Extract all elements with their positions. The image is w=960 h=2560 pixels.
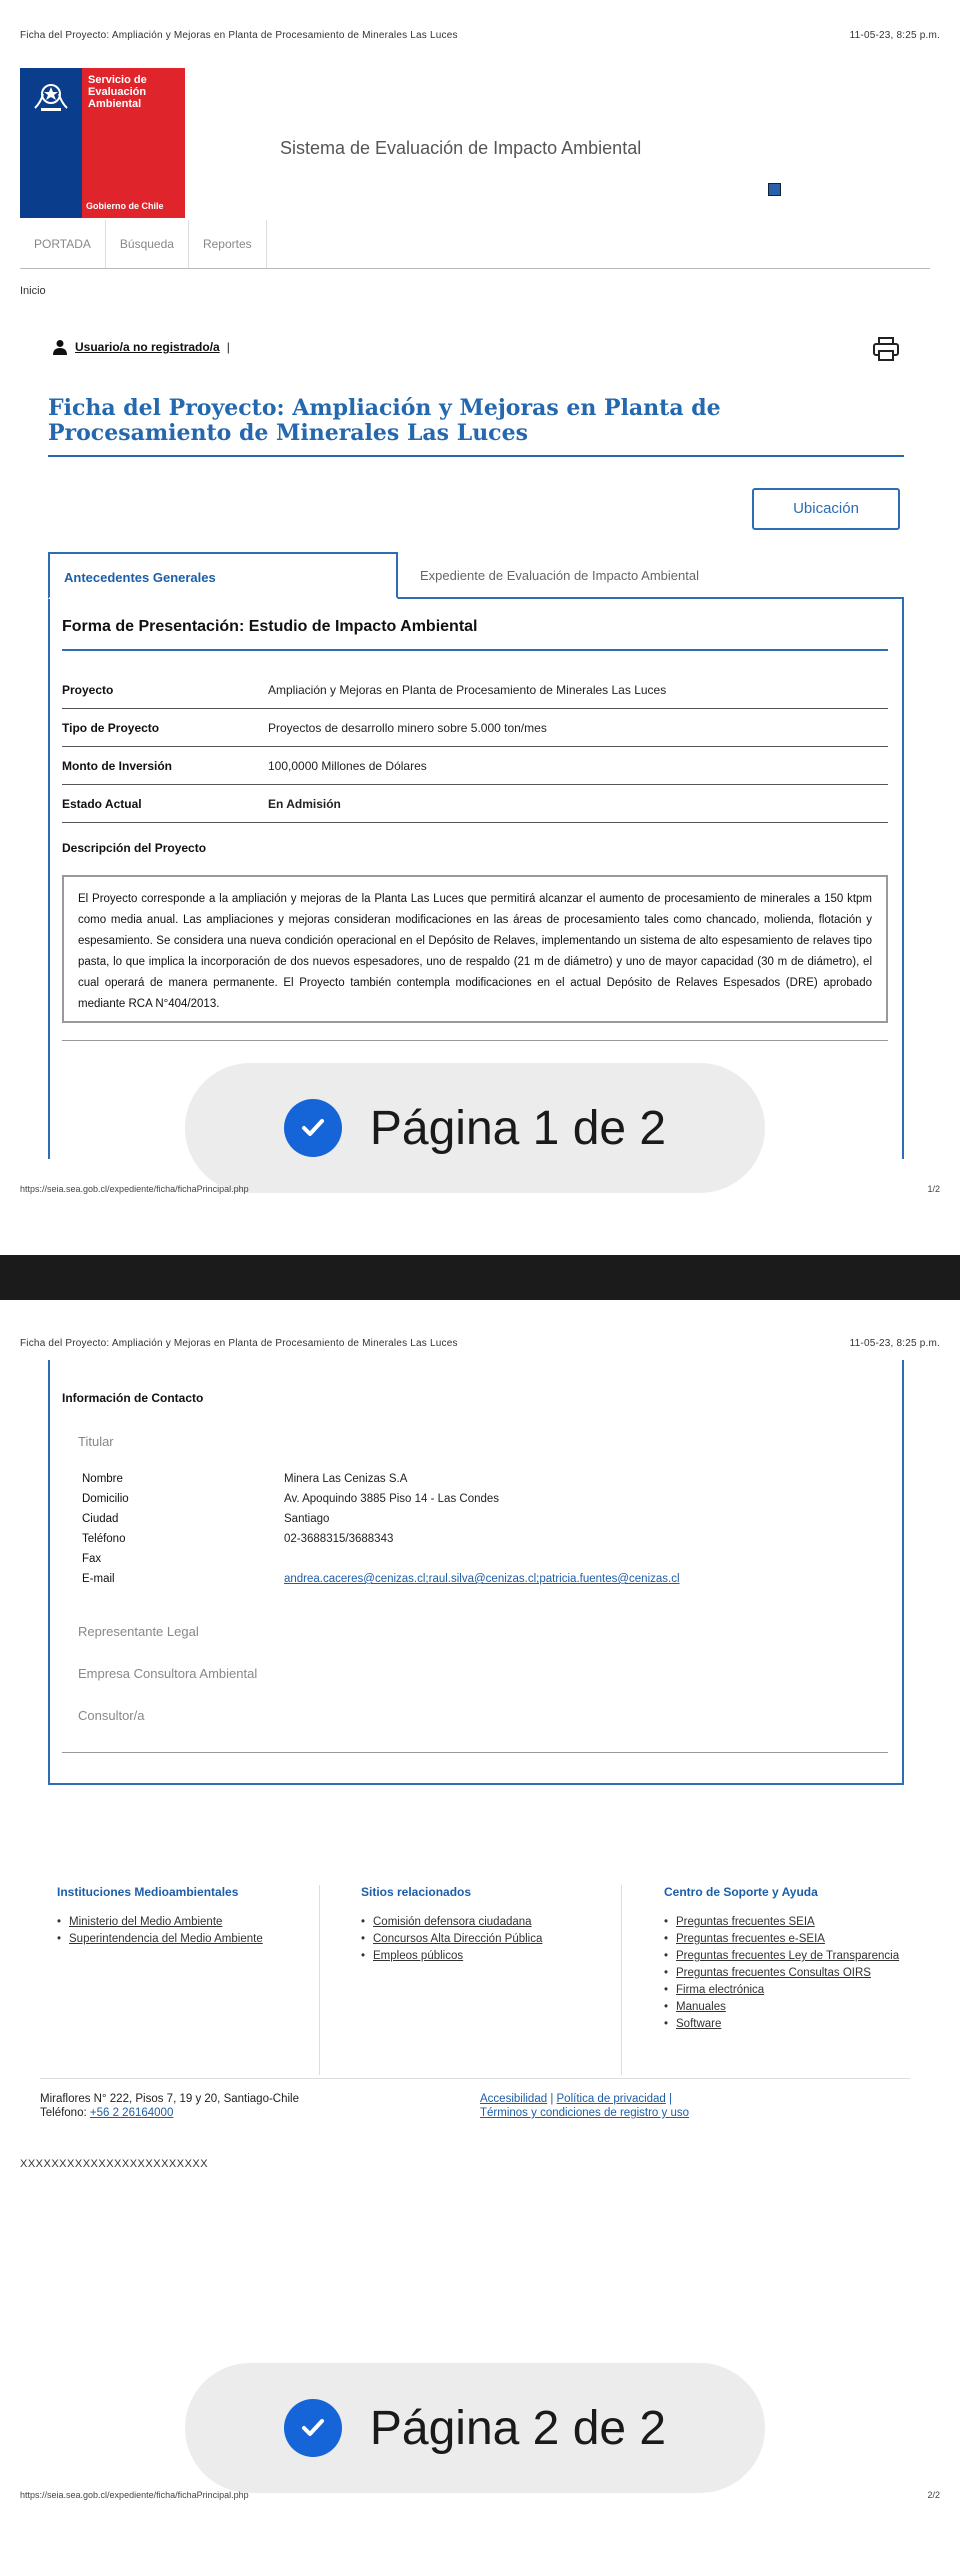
contact-key: Domicilio: [82, 1493, 129, 1505]
print-header: [20, 1338, 940, 1352]
footer-col-instituciones: [57, 1885, 327, 2075]
footer-divider: [621, 1885, 622, 2075]
page-indicator-2: [185, 2363, 765, 2493]
site-footer: [40, 1885, 910, 2075]
description-box[interactable]: [62, 875, 888, 1023]
footer-link[interactable]: • Comisión defensora ciudadana: [361, 1915, 631, 1929]
info-value: 100,0000 Millones de Dólares: [268, 759, 427, 773]
print-page-1: [0, 0, 960, 1255]
accesibilidad-link[interactable]: Accesibilidad: [480, 2093, 548, 2105]
nav-reportes[interactable]: Reportes: [189, 220, 267, 268]
print-header: [20, 30, 940, 44]
info-key: Proyecto: [62, 683, 114, 697]
contact-row-telefono: [82, 1533, 802, 1551]
main-nav: [20, 220, 267, 268]
titular-label: Titular: [78, 1434, 114, 1449]
consultora-label: Empresa Consultora Ambiental: [78, 1666, 258, 1681]
print-header-datetime: 11-05-23, 8:25 p.m.: [849, 30, 940, 41]
info-row-tipo: [62, 709, 888, 747]
print-icon[interactable]: [872, 337, 900, 361]
consultor-label: Consultor/a: [78, 1708, 145, 1723]
footer-col-title: Centro de Soporte y Ayuda: [664, 1885, 818, 1899]
nav-busqueda[interactable]: Búsqueda: [106, 220, 189, 268]
info-value: En Admisión: [268, 797, 341, 811]
print-page-2: [0, 1300, 960, 2560]
terminos-link[interactable]: Términos y condiciones de registro y uso: [480, 2107, 690, 2119]
contact-title: Información de Contacto: [62, 1391, 204, 1405]
project-title: Ficha del Proyecto: Ampliación y Mejoras en Planta de Procesamiento de Minerales Las Luces: [48, 395, 721, 446]
print-header-title: Ficha del Proyecto: Ampliación y Mejoras en Planta de Procesamiento de Minerales Las Luces: [20, 30, 458, 41]
logo-service-name: Servicio de Evaluación Ambiental: [88, 74, 147, 110]
address-text: Miraflores N° 222, Pisos 7, 19 y 20, Santiago-Chile: [40, 2093, 300, 2105]
page-indicator-1: [185, 1063, 765, 1193]
user-status[interactable]: [52, 339, 230, 355]
footer-link[interactable]: • Software: [664, 2017, 904, 2031]
contact-row-email: [82, 1573, 802, 1591]
user-separator: |: [226, 340, 230, 354]
footer-link[interactable]: • Firma electrónica: [664, 1983, 904, 1997]
contact-key: Ciudad: [82, 1513, 119, 1525]
contact-value: 02-3688315/3688343: [284, 1533, 394, 1545]
info-row-proyecto: [62, 671, 888, 709]
page-separator: [0, 1255, 960, 1300]
footer-col-soporte: [664, 1885, 904, 2075]
print-footer-url: https://seia.sea.gob.cl/expediente/ficha/fichaPrincipal.php: [20, 2490, 249, 2500]
footer-col-sitios: [361, 1885, 631, 2075]
logo-red-block: [82, 68, 185, 218]
phone-line: [40, 2106, 299, 2120]
footer-link[interactable]: • Preguntas frecuentes SEIA: [664, 1915, 904, 1929]
footer-link[interactable]: • Preguntas frecuentes Consultas OIRS: [664, 1966, 904, 1980]
contact-key: E-mail: [82, 1573, 115, 1585]
contact-value: Santiago: [284, 1513, 330, 1525]
title-underline: [48, 455, 904, 457]
contact-row-ciudad: [82, 1513, 802, 1531]
footer-legal: [480, 2092, 689, 2120]
contact-key: Teléfono: [82, 1533, 126, 1545]
footer-link[interactable]: • Manuales: [664, 2000, 904, 2014]
logo-government: Gobierno de Chile: [86, 201, 164, 211]
placeholder-code: XXXXXXXXXXXXXXXXXXXXXXXX: [20, 2158, 209, 2170]
contact-row-fax: [82, 1553, 802, 1571]
forma-underline: [62, 649, 888, 651]
user-label[interactable]: Usuario/a no registrado/a: [75, 340, 220, 354]
footer-divider-line: [40, 2078, 910, 2079]
phone-label: Teléfono:: [40, 2107, 87, 2119]
page-indicator-text: Página 2 de 2: [369, 2401, 667, 2455]
info-key: Tipo de Proyecto: [62, 721, 160, 735]
contact-row-domicilio: [82, 1493, 802, 1511]
info-key: Estado Actual: [62, 797, 142, 811]
nav-portada[interactable]: PORTADA: [20, 220, 106, 268]
print-footer-url: https://seia.sea.gob.cl/expediente/ficha/fichaPrincipal.php: [20, 1184, 249, 1194]
legal-separator: |: [669, 2093, 673, 2105]
nav-divider: [20, 268, 930, 269]
tab-expediente-evaluacion[interactable]: Expediente de Evaluación de Impacto Ambiental: [420, 568, 699, 583]
ubicacion-button[interactable]: Ubicación: [752, 488, 900, 530]
footer-link[interactable]: • Empleos públicos: [361, 1949, 631, 1963]
phone-link[interactable]: +56 2 26164000: [89, 2107, 174, 2119]
footer-col-title: Instituciones Medioambientales: [57, 1885, 239, 1899]
footer-link[interactable]: • Concursos Alta Dirección Pública: [361, 1932, 631, 1946]
page-indicator-text: Página 1 de 2: [369, 1101, 667, 1155]
description-text: El Proyecto corresponde a la ampliación y mejoras de la Planta Las Luces que permitirá alcanzar el aumento de procesamiento de minerales a 150 ktpm como media anual. Las ampliaciones y mejoras consideran modificaciones en las áreas de procesamiento tales como chancado, molienda, flotación y espesamiento. Se considera una nueva condición operacional en el Depósito de Relaves, implementando un sistema de alto espesamiento de relaves tipo pasta, lo que implica la incorporación de dos nuevos espesadores, uno de respaldo (21 m de diámetro) y uno de mayor capacidad (30 m de diámetro), el cual operará de manera permanente. El Proyecto también contempla modificaciones en el actual Depósito de Relaves Espesados (DRE) aprobado mediante RCA N°404/2013.: [78, 893, 872, 1010]
tab-antecedentes-generales[interactable]: Antecedentes Generales: [48, 552, 398, 599]
footer-link[interactable]: • Ministerio del Medio Ambiente: [57, 1915, 327, 1929]
contact-value: Minera Las Cenizas S.A: [284, 1473, 408, 1485]
info-value: Proyectos de desarrollo minero sobre 5.000 ton/mes: [268, 721, 547, 735]
contact-value: Av. Apoquindo 3885 Piso 14 - Las Condes: [284, 1493, 500, 1505]
print-header-title: Ficha del Proyecto: Ampliación y Mejoras en Planta de Procesamiento de Minerales Las Luces: [20, 1338, 458, 1349]
legal-separator: |: [550, 2093, 557, 2105]
language-icon[interactable]: [768, 183, 781, 196]
info-row-monto: [62, 747, 888, 785]
contact-key: Fax: [82, 1553, 102, 1565]
system-title: Sistema de Evaluación de Impacto Ambiental: [280, 138, 642, 158]
privacidad-link[interactable]: Política de privacidad: [556, 2093, 666, 2105]
footer-divider: [319, 1885, 320, 2075]
footer-col-title: Sitios relacionados: [361, 1885, 472, 1899]
info-value: Ampliación y Mejoras en Planta de Procesamiento de Minerales Las Luces: [268, 683, 667, 697]
print-footer-page: 2/2: [927, 2490, 940, 2500]
chile-crest-icon: [31, 78, 71, 114]
footer-link[interactable]: • Preguntas frecuentes e-SEIA: [664, 1932, 904, 1946]
forma-presentacion: Forma de Presentación: Estudio de Impacto Ambiental: [62, 618, 478, 635]
footer-link[interactable]: • Preguntas frecuentes Ley de Transparencia: [664, 1949, 904, 1963]
contact-divider: [62, 1752, 888, 1753]
print-header-datetime: 11-05-23, 8:25 p.m.: [849, 1338, 940, 1349]
logo-blue-block: [20, 68, 82, 218]
info-key: Monto de Inversión: [62, 759, 173, 773]
tab-bar: [48, 552, 904, 599]
description-label: Descripción del Proyecto: [62, 841, 207, 855]
sea-logo[interactable]: [20, 68, 185, 218]
contact-row-nombre: [82, 1473, 802, 1491]
description-divider: [62, 1040, 888, 1041]
breadcrumb[interactable]: Inicio: [20, 285, 46, 297]
email-link[interactable]: andrea.caceres@cenizas.cl;raul.silva@cenizas.cl;patricia.fuentes@cenizas.cl: [284, 1573, 680, 1585]
contact-key: Nombre: [82, 1473, 123, 1485]
user-icon: [52, 339, 68, 355]
info-row-estado: [62, 785, 888, 823]
check-icon: [284, 1099, 342, 1157]
footer-link[interactable]: • Superintendencia del Medio Ambiente: [57, 1932, 327, 1946]
representante-label: Representante Legal: [78, 1624, 199, 1639]
footer-address: [40, 2092, 299, 2120]
print-footer-page: 1/2: [927, 1184, 940, 1194]
check-icon: [284, 2399, 342, 2457]
